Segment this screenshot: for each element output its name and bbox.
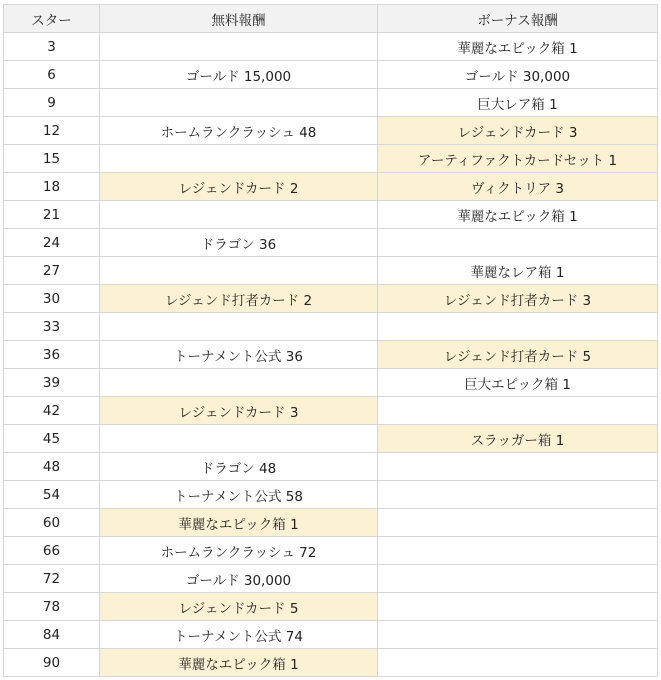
stars-cell: 60 [4, 509, 100, 537]
bonus-reward-cell: 華麗なエピック箱 1 [378, 201, 658, 229]
table-row [4, 593, 658, 621]
table-row [4, 201, 658, 229]
free-reward-cell: レジェンドカード 3 [100, 397, 378, 425]
free-reward-cell [100, 145, 378, 173]
bonus-reward-cell: スラッガー箱 1 [378, 425, 658, 453]
free-reward-cell [100, 33, 378, 61]
table-row [4, 257, 658, 285]
table-row [4, 565, 658, 593]
free-reward-cell [100, 425, 378, 453]
stars-cell: 45 [4, 425, 100, 453]
table-row [4, 341, 658, 369]
bonus-reward-cell [378, 537, 658, 565]
table-row [4, 369, 658, 397]
bonus-reward-cell: 華麗なエピック箱 1 [378, 33, 658, 61]
table-row [4, 33, 658, 61]
table-row [4, 397, 658, 425]
free-reward-cell [100, 257, 378, 285]
table-row [4, 285, 658, 313]
header-stars: スター [4, 5, 100, 33]
stars-cell: 78 [4, 593, 100, 621]
free-reward-cell: ドラゴン 36 [100, 229, 378, 257]
free-reward-cell: ゴールド 30,000 [100, 565, 378, 593]
bonus-reward-cell: ゴールド 30,000 [378, 61, 658, 89]
stars-cell: 15 [4, 145, 100, 173]
bonus-reward-cell [378, 593, 658, 621]
table-header [4, 5, 658, 33]
bonus-reward-cell: レジェンド打者カード 3 [378, 285, 658, 313]
table-row [4, 173, 658, 201]
bonus-reward-cell [378, 397, 658, 425]
free-reward-cell: レジェンド打者カード 2 [100, 285, 378, 313]
free-reward-cell: ゴールド 15,000 [100, 61, 378, 89]
header-bonus-reward: ボーナス報酬 [378, 5, 658, 33]
free-reward-cell: レジェンドカード 2 [100, 173, 378, 201]
stars-cell: 84 [4, 621, 100, 649]
bonus-reward-cell [378, 509, 658, 537]
stars-cell: 54 [4, 481, 100, 509]
bonus-reward-cell: アーティファクトカードセット 1 [378, 145, 658, 173]
table-row [4, 145, 658, 173]
bonus-reward-cell [378, 229, 658, 257]
table-row [4, 621, 658, 649]
free-reward-cell: トーナメント公式 74 [100, 621, 378, 649]
table-row [4, 89, 658, 117]
free-reward-cell: 華麗なエピック箱 1 [100, 649, 378, 677]
stars-cell: 6 [4, 61, 100, 89]
header-free-reward: 無料報酬 [100, 5, 378, 33]
stars-cell: 66 [4, 537, 100, 565]
bonus-reward-cell [378, 313, 658, 341]
bonus-reward-cell: 巨大エピック箱 1 [378, 369, 658, 397]
bonus-reward-cell: 華麗なレア箱 1 [378, 257, 658, 285]
table-row [4, 537, 658, 565]
table-row [4, 425, 658, 453]
bonus-reward-cell: レジェンドカード 3 [378, 117, 658, 145]
stars-cell: 30 [4, 285, 100, 313]
free-reward-cell: トーナメント公式 58 [100, 481, 378, 509]
free-reward-cell: ホームランクラッシュ 72 [100, 537, 378, 565]
free-reward-cell: ドラゴン 48 [100, 453, 378, 481]
stars-cell: 42 [4, 397, 100, 425]
stars-cell: 12 [4, 117, 100, 145]
stars-cell: 24 [4, 229, 100, 257]
bonus-reward-cell [378, 481, 658, 509]
free-reward-cell: トーナメント公式 36 [100, 341, 378, 369]
free-reward-cell [100, 201, 378, 229]
free-reward-cell: ホームランクラッシュ 48 [100, 117, 378, 145]
stars-cell: 3 [4, 33, 100, 61]
stars-cell: 39 [4, 369, 100, 397]
bonus-reward-cell [378, 453, 658, 481]
free-reward-cell [100, 313, 378, 341]
stars-cell: 33 [4, 313, 100, 341]
free-reward-cell [100, 369, 378, 397]
bonus-reward-cell [378, 649, 658, 677]
stars-cell: 90 [4, 649, 100, 677]
stars-cell: 21 [4, 201, 100, 229]
bonus-reward-cell: 巨大レア箱 1 [378, 89, 658, 117]
free-reward-cell: 華麗なエピック箱 1 [100, 509, 378, 537]
table-row [4, 313, 658, 341]
stars-cell: 27 [4, 257, 100, 285]
table-row [4, 453, 658, 481]
table-body [4, 33, 658, 677]
bonus-reward-cell [378, 565, 658, 593]
free-reward-cell: レジェンドカード 5 [100, 593, 378, 621]
table-row [4, 61, 658, 89]
bonus-reward-cell: レジェンド打者カード 5 [378, 341, 658, 369]
table-row [4, 649, 658, 677]
stars-cell: 48 [4, 453, 100, 481]
table-row [4, 117, 658, 145]
table-row [4, 509, 658, 537]
table-row [4, 229, 658, 257]
header-row [4, 5, 658, 33]
stars-cell: 36 [4, 341, 100, 369]
bonus-reward-cell [378, 621, 658, 649]
table-row [4, 481, 658, 509]
stars-cell: 72 [4, 565, 100, 593]
bonus-reward-cell: ヴィクトリア 3 [378, 173, 658, 201]
rewards-table [3, 4, 658, 677]
stars-cell: 9 [4, 89, 100, 117]
free-reward-cell [100, 89, 378, 117]
stars-cell: 18 [4, 173, 100, 201]
